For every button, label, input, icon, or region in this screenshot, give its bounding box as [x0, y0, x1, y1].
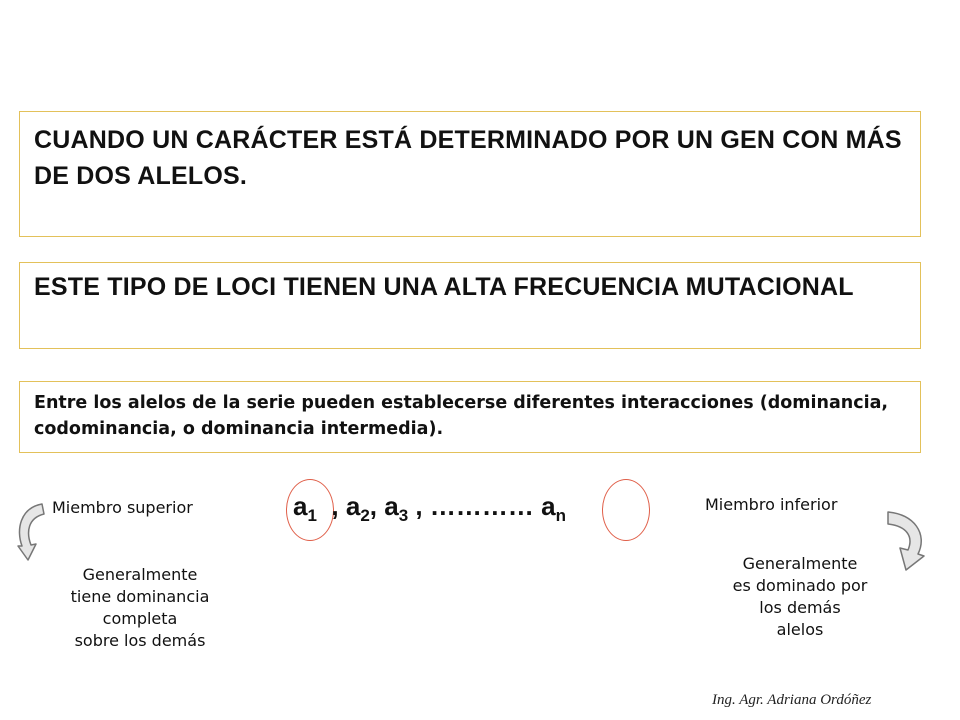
allele-a2: $a_2$: [345, 491, 370, 525]
box-interactions: [19, 381, 921, 453]
lower-member-description: Generalmente es dominado por los demás alelos: [732, 554, 868, 639]
definition-text: CUANDO UN CARÁCTER ESTÁ DETERMINADO POR UN GEN CON MÁS DE DOS ALELOS.: [34, 126, 902, 190]
circle-an: [602, 479, 650, 541]
lower-member-label: Miembro inferior: [705, 495, 838, 514]
interactions-text: Entre los alelos de la serie pueden establecerse diferentes interacciones (dominancia, codominancia, o dominancia intermedia).: [34, 393, 889, 439]
box-mutation: [19, 262, 921, 349]
mutation-text: ESTE TIPO DE LOCI TIENEN UNA ALTA FRECUENCIA MUTACIONAL: [34, 273, 854, 301]
allele-a3: $a_3$: [384, 491, 409, 525]
upper-member-label: Miembro superior: [52, 498, 193, 517]
allele-an: $a_n$: [541, 491, 566, 525]
box-definition: [19, 111, 921, 237]
series-ellipsis: , …………: [415, 491, 534, 521]
allele-series: $a_1$ , $a_2$, $a_3$ , ………… $a_n$: [293, 491, 566, 525]
allele-a1: $a_1$: [293, 491, 317, 525]
upper-member-description: Generalmente tiene dominancia completa sobre los demás: [70, 565, 210, 650]
author-credit: Ing. Agr. Adriana Ordóñez: [712, 692, 872, 708]
